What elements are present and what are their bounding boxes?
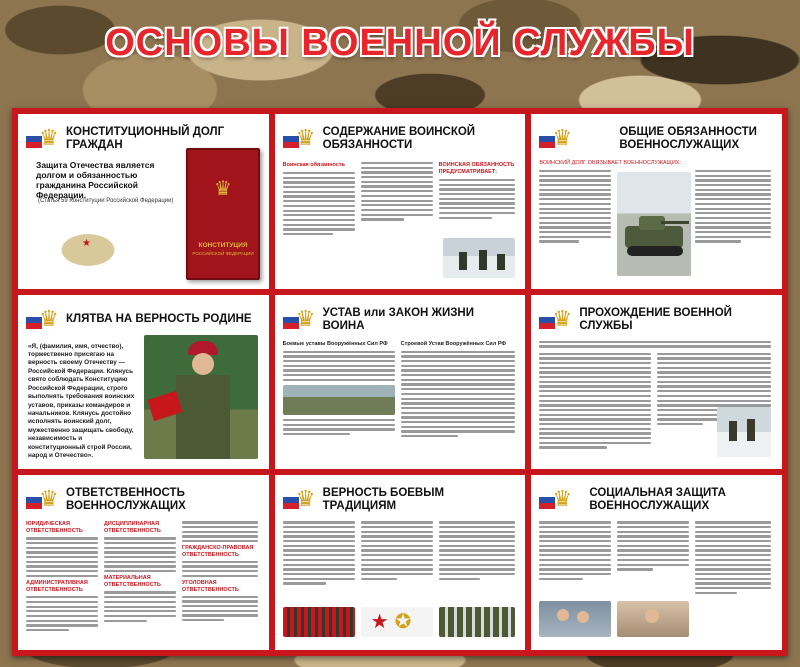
panel-header xyxy=(283,301,518,339)
panel-header xyxy=(283,120,518,158)
text-lines xyxy=(283,419,395,435)
russia-emblem-icon: ♛ xyxy=(539,483,573,517)
panels-frame xyxy=(12,108,788,656)
panel-title: СОДЕРЖАНИЕ ВОИНСКОЙ ОБЯЗАННОСТИ xyxy=(322,126,476,151)
general-col2 xyxy=(695,170,771,245)
russia-emblem-icon: ♛ xyxy=(26,303,60,337)
panel-header xyxy=(539,301,774,339)
social-col1 xyxy=(539,521,611,582)
text-lines xyxy=(539,341,771,348)
resp-col2 xyxy=(104,521,176,624)
panel-title: ПРОХОЖДЕНИЕ ВОЕННОЙ СЛУЖБЫ xyxy=(579,306,732,332)
panel-social xyxy=(531,475,782,650)
panel-header xyxy=(26,481,261,519)
social-col2 xyxy=(617,521,689,573)
text-lines xyxy=(617,521,689,570)
panel-title: ОБЩИЕ ОБЯЗАННОСТИ ВОЕННОСЛУЖАЩИХ xyxy=(619,126,757,151)
russia-emblem-icon: ♛ xyxy=(283,122,317,156)
panel-title: УСТАВ или ЗАКОН ЖИЗНИ ВОИНА xyxy=(322,306,474,332)
soldiers-ski-image xyxy=(717,407,771,457)
service-col1 xyxy=(539,353,651,451)
charter-col1 xyxy=(283,341,395,438)
panel-constitution xyxy=(18,114,269,289)
text-lines xyxy=(695,521,771,594)
parade-image xyxy=(283,607,355,637)
panel-title: ВЕРНОСТЬ БОЕВЫМ ТРАДИЦИЯМ xyxy=(322,487,445,513)
panel-title: СОЦИАЛЬНАЯ ЗАЩИТА ВОЕННОСЛУЖАЩИХ xyxy=(589,487,726,513)
text-lines xyxy=(539,521,611,580)
resp-term-criminal: УГОЛОВНАЯ ОТВЕТСТВЕННОСТЬ xyxy=(182,579,239,593)
russia-emblem-icon: ♛ xyxy=(283,303,317,337)
text-lines xyxy=(104,537,176,572)
page-title: ОСНОВЫ ВОЕННОЙ СЛУЖБЫ xyxy=(105,22,695,64)
text-lines xyxy=(361,162,433,221)
text-lines xyxy=(283,172,355,235)
russia-emblem-icon: ♛ xyxy=(539,303,573,337)
general-col1 xyxy=(539,170,611,245)
russia-emblem-icon: ♛ xyxy=(283,483,317,517)
constitution-book-image xyxy=(186,148,260,280)
panel-header xyxy=(26,301,261,339)
resp-term-legal: ЮРИДИЧЕСКАЯ ОТВЕТСТВЕННОСТЬ xyxy=(26,521,83,535)
russia-emblem-icon: ♛ xyxy=(26,483,60,517)
resp-col3 xyxy=(182,521,258,623)
russia-emblem-icon: ♛ xyxy=(539,122,573,156)
armored-vehicle-image xyxy=(617,172,691,276)
text-lines xyxy=(439,179,515,219)
charter-col1-head: Боевые уставы Вооружённых Сил РФ xyxy=(282,340,388,347)
text-lines xyxy=(182,596,258,622)
charter-col2-head: Строевой Устав Вооружённых Сил РФ xyxy=(400,340,507,347)
panel-content xyxy=(275,114,526,289)
medical-care-image xyxy=(617,601,689,637)
russia-emblem-icon: ♛ xyxy=(26,122,60,156)
text-lines xyxy=(182,561,258,577)
content-side-head: ВОИНСКАЯ ОБЯЗАННОСТЬ ПРЕДУСМАТРИВАЕТ: xyxy=(438,162,515,175)
text-lines xyxy=(695,170,771,243)
soldiers-snow-image xyxy=(443,238,515,278)
text-lines xyxy=(439,521,515,580)
panel-title: КОНСТИТУЦИОННЫЙ ДОЛГ ГРАЖДАН xyxy=(66,126,225,151)
text-lines xyxy=(182,521,258,542)
oath-text: «Я, (фамилия, имя, отчество), торжественно присягаю на верность своему Отечеству — Российской Федерации. Клянусь свято соблюдать Конституцию Российской Федерации, строго выполнять требования воинских уставов, приказы командиров и начальников. Клянусь достойно исполнять воинский долг, мужественно защищать свободу, независимость и конституционный строй России, народ и Отечество». xyxy=(28,342,135,459)
text-lines xyxy=(539,170,611,243)
constitution-lead: Защита Отечества является долгом и обязанностью гражданина Российской Федерации. xyxy=(36,160,155,200)
book-title: КОНСТИТУЦИЯ xyxy=(198,242,248,249)
general-sub: ВОИНСКИЙ ДОЛГ ОБЯЗЫВАЕТ ВОЕННОСЛУЖАЩИХ: xyxy=(539,160,681,166)
family-image xyxy=(539,601,611,637)
panel-header xyxy=(283,481,518,519)
charter-col2 xyxy=(401,341,515,440)
soldiers-field-image xyxy=(283,385,395,415)
traditions-col1 xyxy=(283,521,355,587)
text-lines xyxy=(283,521,355,584)
resp-term-admin: АДМИНИСТРАТИВНАЯ ОТВЕТСТВЕННОСТЬ xyxy=(26,580,88,594)
service-intro xyxy=(539,341,771,350)
honor-guard-image xyxy=(439,607,515,637)
panel-oath xyxy=(18,295,269,470)
social-col3 xyxy=(695,521,771,596)
text-lines xyxy=(361,521,433,580)
panel-title: КЛЯТВА НА ВЕРНОСТЬ РОДИНЕ xyxy=(66,313,252,326)
resp-term-civil: ГРАЖДАНСКО-ПРАВОВАЯ ОТВЕТСТВЕННОСТЬ xyxy=(182,544,254,558)
text-lines xyxy=(104,591,176,621)
soldier-oath-image xyxy=(144,335,258,459)
text-lines xyxy=(26,537,98,577)
panel-header xyxy=(539,481,774,519)
text-lines xyxy=(401,351,515,438)
panel-general-duties xyxy=(531,114,782,289)
text-lines xyxy=(26,596,98,631)
content-col3 xyxy=(439,162,515,221)
panel-title: ОТВЕТСТВЕННОСТЬ ВОЕННОСЛУЖАЩИХ xyxy=(66,487,186,513)
resp-col1 xyxy=(26,521,98,633)
constitution-note: (Статья 59 Конституции Российской Федерации) xyxy=(38,198,174,204)
traditions-col2 xyxy=(361,521,433,582)
resp-term-disciplinary: ДИСЦИПЛИНАРНАЯ ОТВЕТСТВЕННОСТЬ xyxy=(104,521,161,535)
panels-grid xyxy=(18,114,782,650)
medal-image: ★ ✪ xyxy=(361,607,433,637)
content-col2 xyxy=(361,162,433,223)
panel-service xyxy=(531,295,782,470)
content-col1 xyxy=(283,162,355,238)
panel-header xyxy=(539,120,774,158)
traditions-col3 xyxy=(439,521,515,582)
text-lines xyxy=(283,351,395,381)
cap-image: ★ xyxy=(48,216,128,272)
panel-traditions xyxy=(275,475,526,650)
panel-responsibility xyxy=(18,475,269,650)
panel-charter xyxy=(275,295,526,470)
book-emblem-icon: ♛ xyxy=(214,178,232,200)
book-subtitle: РОССИЙСКОЙ ФЕДЕРАЦИИ xyxy=(192,251,254,256)
resp-term-material: МАТЕРИАЛЬНАЯ ОТВЕТСТВЕННОСТЬ xyxy=(104,575,161,589)
content-term: Воинская обязанность xyxy=(282,162,345,168)
text-lines xyxy=(539,353,651,449)
